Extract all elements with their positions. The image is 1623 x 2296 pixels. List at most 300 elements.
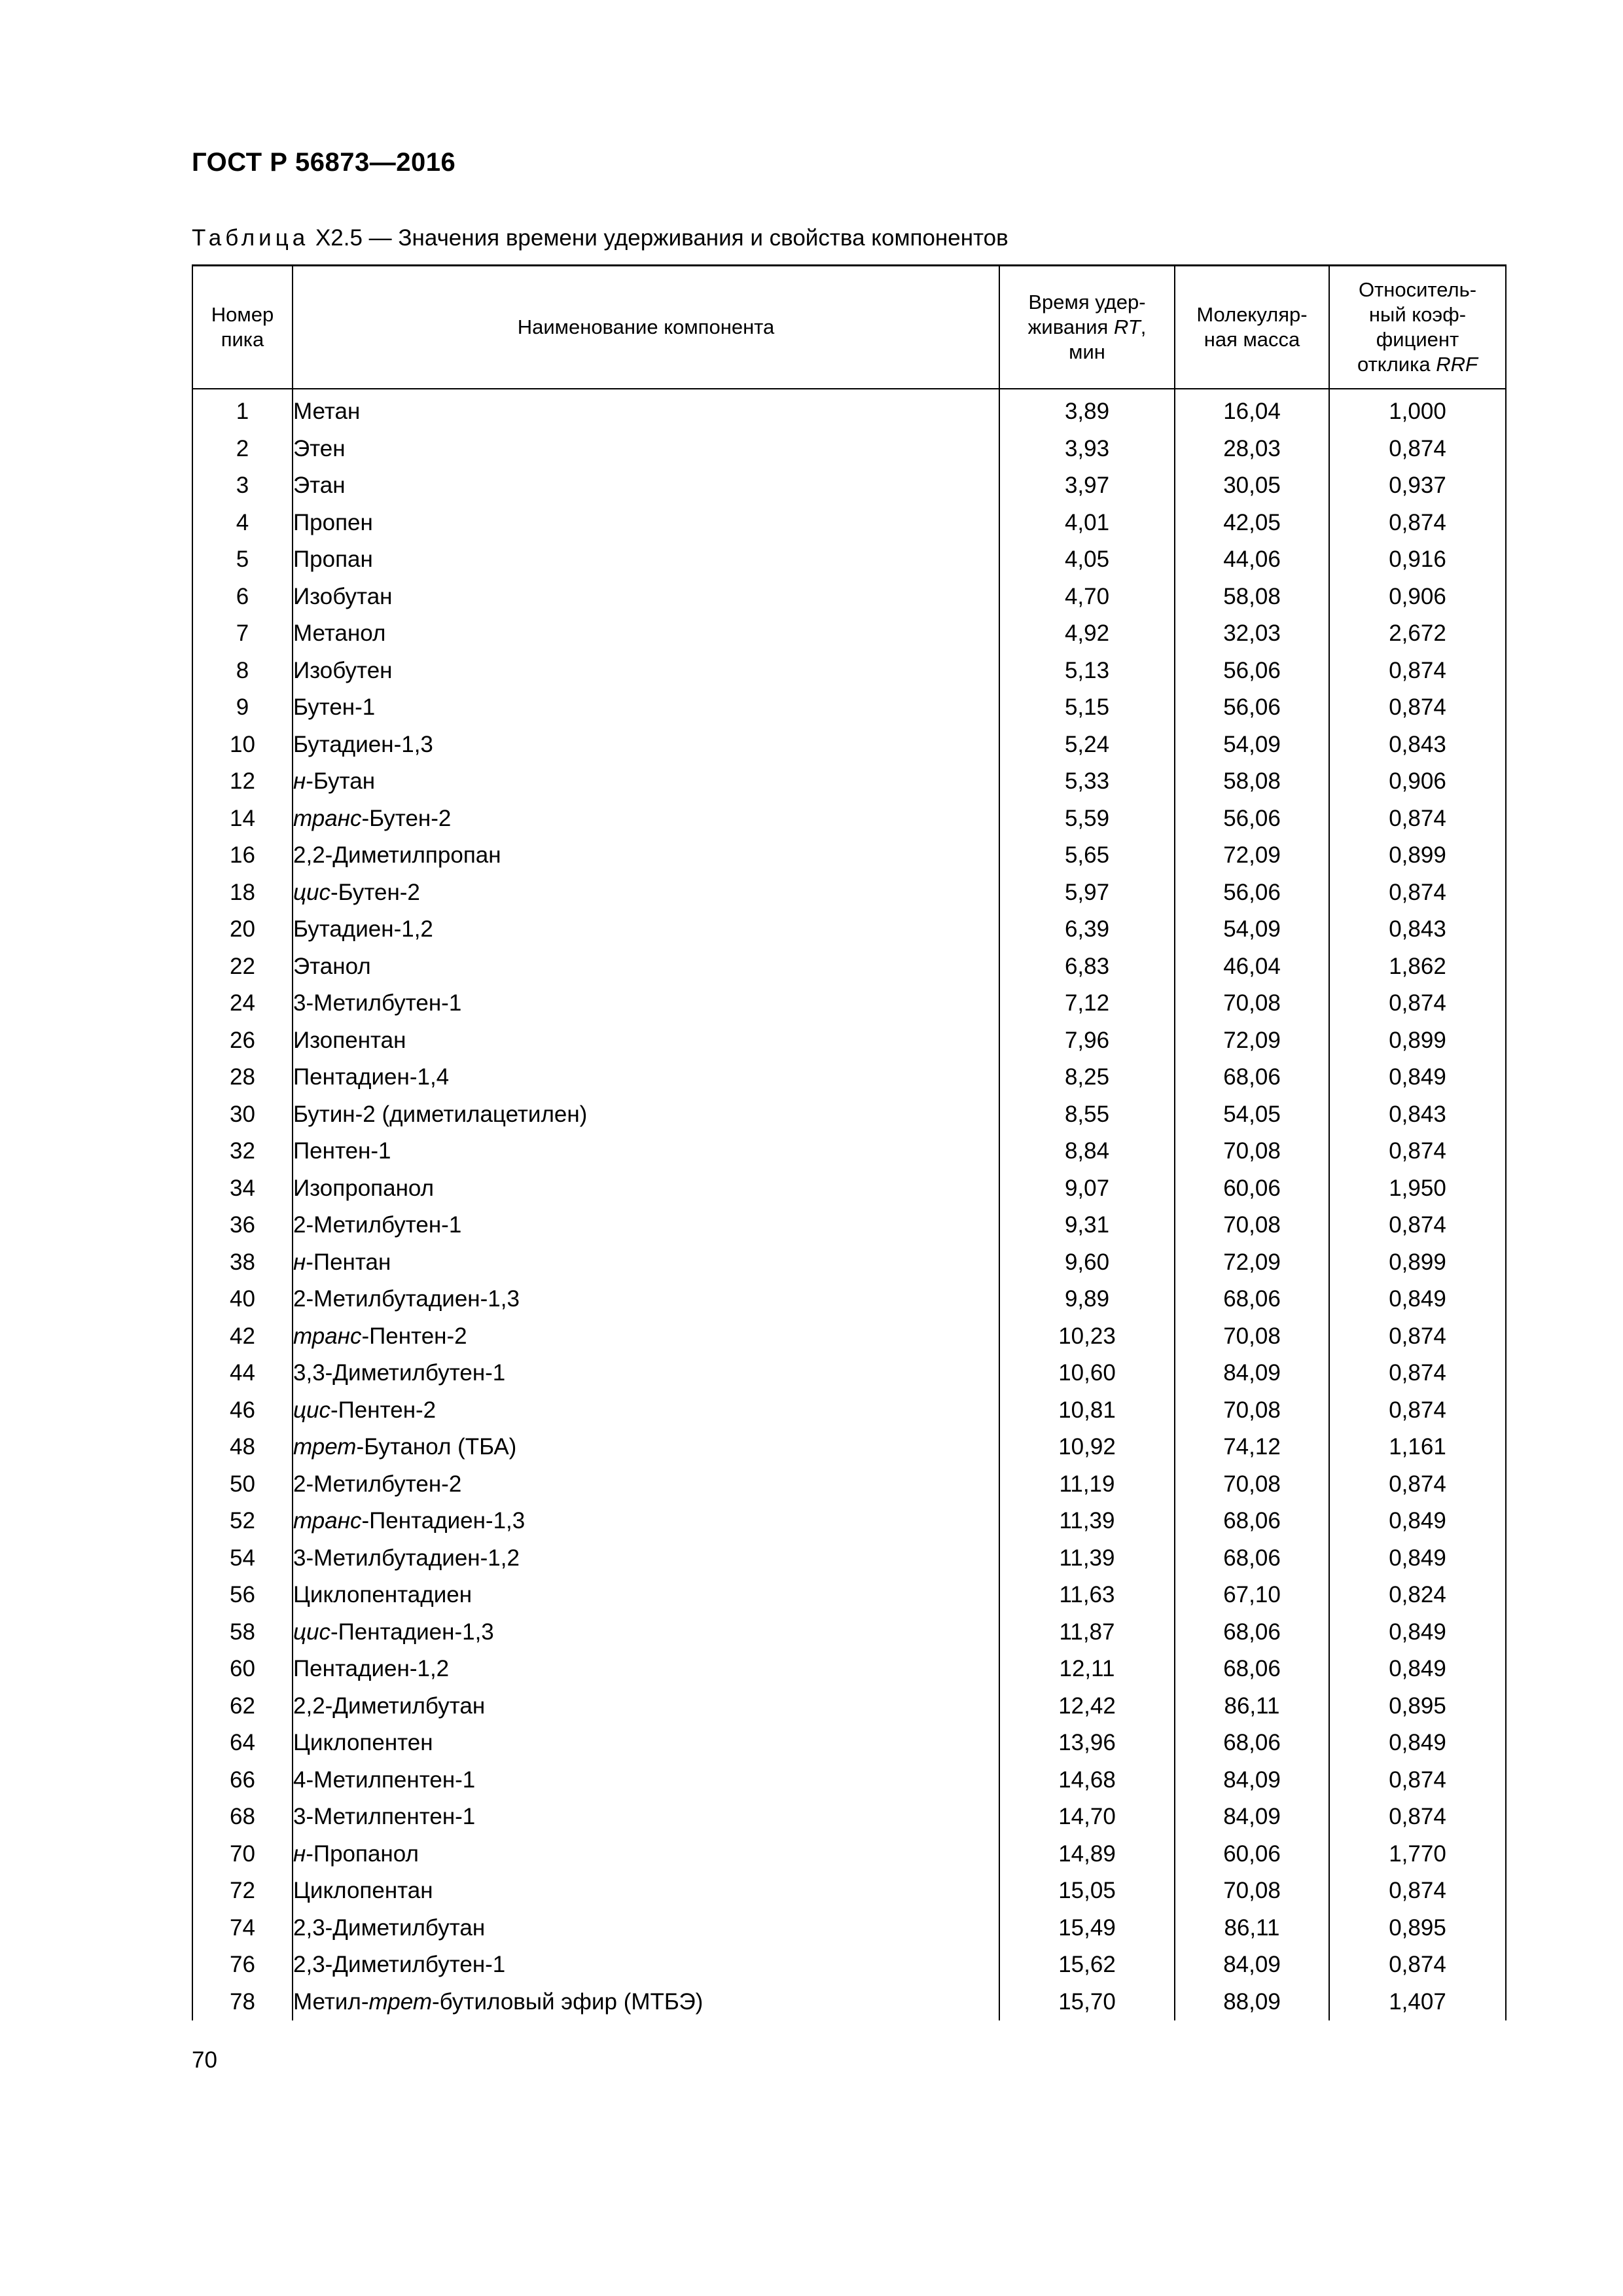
component-name-cell (293, 911, 999, 948)
component-name-cell (293, 726, 999, 764)
header-separator (192, 389, 1506, 393)
molecular-mass-cell: 54,05 (1175, 1096, 1329, 1134)
molecular-mass-cell: 84,09 (1175, 1762, 1329, 1799)
rrf-cell: 1,770 (1329, 1836, 1506, 1873)
molecular-mass-cell: 70,08 (1175, 1466, 1329, 1503)
component-name-cell (293, 985, 999, 1022)
retention-time-cell: 11,63 (999, 1577, 1175, 1614)
retention-time-cell: 9,60 (999, 1244, 1175, 1282)
rrf-cell: 0,849 (1329, 1281, 1506, 1318)
component-name-text: Пропан (293, 547, 373, 573)
component-name-cell (293, 800, 999, 838)
peak-number-cell: 34 (192, 1170, 293, 1208)
rrf-cell: 1,862 (1329, 948, 1506, 986)
molecular-mass-cell: 72,09 (1175, 837, 1329, 874)
rrf-cell: 1,000 (1329, 393, 1506, 431)
peak-number-cell: 76 (192, 1946, 293, 1984)
component-name-cell (293, 837, 999, 874)
peak-number-cell: 62 (192, 1688, 293, 1725)
component-name-cell (293, 1614, 999, 1651)
component-name-text: Пентадиен-1,2 (293, 1656, 450, 1682)
rrf-cell: 0,895 (1329, 1910, 1506, 1947)
table-row (192, 505, 1506, 542)
component-name-prefix: транс (293, 805, 362, 831)
peak-number-cell: 4 (192, 505, 293, 542)
component-name-prefix: трет (293, 1434, 357, 1460)
component-name-text: -Пропанол (306, 1840, 419, 1867)
table-row (192, 1244, 1506, 1282)
component-name-text: Пентен-1 (293, 1138, 391, 1164)
peak-number-cell: 74 (192, 1910, 293, 1947)
peak-number-cell: 56 (192, 1577, 293, 1614)
peak-number-cell: 12 (192, 763, 293, 800)
molecular-mass-cell: 68,06 (1175, 1651, 1329, 1688)
table-row (192, 1651, 1506, 1688)
retention-time-cell: 11,39 (999, 1503, 1175, 1540)
molecular-mass-cell: 86,11 (1175, 1910, 1329, 1947)
document-title: ГОСТ Р 56873—2016 (192, 148, 456, 177)
table-row (192, 1910, 1506, 1947)
component-name-text: 3-Метилпентен-1 (293, 1804, 476, 1830)
retention-time-cell: 10,92 (999, 1429, 1175, 1466)
molecular-mass-cell: 74,12 (1175, 1429, 1329, 1466)
rrf-cell: 0,874 (1329, 1466, 1506, 1503)
rrf-cell: 0,874 (1329, 1873, 1506, 1910)
component-name-text: Метил- (293, 1988, 369, 2015)
retention-time-cell: 10,23 (999, 1318, 1175, 1355)
rrf-cell: 0,874 (1329, 1207, 1506, 1244)
retention-time-cell: 3,93 (999, 431, 1175, 468)
component-name-cell (293, 1318, 999, 1355)
rrf-cell: 0,849 (1329, 1059, 1506, 1096)
retention-time-cell: 13,96 (999, 1725, 1175, 1762)
peak-number-cell: 46 (192, 1392, 293, 1429)
retention-time-cell: 6,39 (999, 911, 1175, 948)
molecular-mass-cell: 28,03 (1175, 431, 1329, 468)
peak-number-cell: 5 (192, 541, 293, 579)
peak-number-cell: 64 (192, 1725, 293, 1762)
header-peak-number: Номер пика (192, 266, 293, 389)
component-name-prefix: транс (293, 1508, 362, 1534)
component-name-text: Пентадиен-1,4 (293, 1064, 450, 1090)
peak-number-cell: 54 (192, 1540, 293, 1577)
component-name-text: Циклопентан (293, 1878, 433, 1904)
table-row (192, 985, 1506, 1022)
molecular-mass-cell: 70,08 (1175, 1207, 1329, 1244)
component-name-cell (293, 1022, 999, 1060)
retention-time-cell: 8,84 (999, 1133, 1175, 1170)
molecular-mass-cell: 68,06 (1175, 1540, 1329, 1577)
component-name-text: Изобутен (293, 657, 393, 683)
table-row (192, 726, 1506, 764)
component-name-text: 2-Метилбутен-2 (293, 1471, 462, 1497)
header-rrf: Относитель- ный коэф- фициент отклика RRF (1329, 266, 1506, 389)
retention-time-cell: 5,59 (999, 800, 1175, 838)
component-name-suffix: -бутиловый эфир (МТБЭ) (431, 1988, 704, 2015)
table-caption-text: X2.5 — Значения времени удерживания и свойства компонентов (309, 225, 1008, 251)
table-caption-prefix: Таблица (192, 225, 310, 251)
component-name-cell (293, 1392, 999, 1429)
retention-time-cell: 4,70 (999, 579, 1175, 616)
retention-time-cell: 11,39 (999, 1540, 1175, 1577)
peak-number-cell: 1 (192, 393, 293, 431)
peak-number-cell: 24 (192, 985, 293, 1022)
component-name-cell (293, 579, 999, 616)
molecular-mass-cell: 70,08 (1175, 1392, 1329, 1429)
component-name-cell (293, 874, 999, 912)
retention-time-cell: 9,89 (999, 1281, 1175, 1318)
rrf-cell: 0,937 (1329, 467, 1506, 505)
header-retention-time: Время удер- живания RT, мин (999, 266, 1175, 389)
peak-number-cell: 14 (192, 800, 293, 838)
rrf-cell: 0,874 (1329, 1318, 1506, 1355)
retention-time-cell: 10,60 (999, 1355, 1175, 1392)
component-name-cell (293, 1207, 999, 1244)
table-row (192, 874, 1506, 912)
component-name-cell (293, 1059, 999, 1096)
component-name-text: -Бутанол (ТБА) (356, 1434, 517, 1460)
table-row (192, 1133, 1506, 1170)
retention-time-cell: 9,07 (999, 1170, 1175, 1208)
component-name-text: Бутин-2 (диметилацетилен) (293, 1101, 588, 1127)
component-name-text: Пропен (293, 509, 373, 535)
peak-number-cell: 38 (192, 1244, 293, 1282)
peak-number-cell: 58 (192, 1614, 293, 1651)
retention-time-cell: 6,83 (999, 948, 1175, 986)
component-name-cell (293, 1651, 999, 1688)
component-name-text: Бутен-1 (293, 694, 376, 721)
peak-number-cell: 8 (192, 653, 293, 690)
component-name-cell (293, 1688, 999, 1725)
retention-time-cell: 12,11 (999, 1651, 1175, 1688)
rrf-cell: 0,874 (1329, 1133, 1506, 1170)
peak-number-cell: 70 (192, 1836, 293, 1873)
component-name-text: 2,2-Диметилпропан (293, 842, 501, 869)
table-row (192, 948, 1506, 986)
table-row (192, 911, 1506, 948)
molecular-mass-cell: 70,08 (1175, 1318, 1329, 1355)
molecular-mass-cell: 30,05 (1175, 467, 1329, 505)
retention-time-cell: 7,96 (999, 1022, 1175, 1060)
molecular-mass-cell: 44,06 (1175, 541, 1329, 579)
rrf-cell: 0,899 (1329, 1022, 1506, 1060)
molecular-mass-cell: 88,09 (1175, 1984, 1329, 2021)
rrf-cell: 0,843 (1329, 911, 1506, 948)
table-row (192, 1207, 1506, 1244)
molecular-mass-cell: 68,06 (1175, 1725, 1329, 1762)
rrf-cell: 0,849 (1329, 1725, 1506, 1762)
component-name-cell (293, 653, 999, 690)
component-name-text: -Бутан (306, 768, 376, 795)
peak-number-cell: 44 (192, 1355, 293, 1392)
rrf-cell: 0,874 (1329, 1762, 1506, 1799)
rrf-cell: 0,906 (1329, 763, 1506, 800)
retention-time-cell: 11,19 (999, 1466, 1175, 1503)
component-name-cell (293, 1984, 999, 2021)
table-row (192, 1466, 1506, 1503)
retention-time-cell: 10,81 (999, 1392, 1175, 1429)
component-name-text: Циклопентен (293, 1730, 433, 1756)
peak-number-cell: 9 (192, 689, 293, 726)
table-row (192, 1429, 1506, 1466)
retention-time-cell: 9,31 (999, 1207, 1175, 1244)
header-molecular-mass: Молекуляр- ная масса (1175, 266, 1329, 389)
component-name-cell (293, 1946, 999, 1984)
table-body (192, 393, 1506, 2020)
component-name-cell (293, 1244, 999, 1282)
peak-number-cell: 6 (192, 579, 293, 616)
peak-number-cell: 2 (192, 431, 293, 468)
table-row (192, 763, 1506, 800)
component-name-cell (293, 505, 999, 542)
table-row (192, 393, 1506, 431)
rrf-cell: 0,874 (1329, 1799, 1506, 1836)
component-name-prefix: н (293, 1840, 306, 1867)
component-name-text: Бутадиен-1,3 (293, 731, 433, 757)
table-row (192, 615, 1506, 653)
component-name-cell (293, 1762, 999, 1799)
component-name-cell (293, 1133, 999, 1170)
retention-time-cell: 5,24 (999, 726, 1175, 764)
molecular-mass-cell: 67,10 (1175, 1577, 1329, 1614)
rrf-cell: 1,950 (1329, 1170, 1506, 1208)
table-row (192, 1503, 1506, 1540)
molecular-mass-cell: 84,09 (1175, 1355, 1329, 1392)
component-name-text: 3,3-Диметилбутен-1 (293, 1360, 506, 1386)
table-row (192, 1799, 1506, 1836)
retention-time-cell: 3,97 (999, 467, 1175, 505)
rrf-cell: 0,899 (1329, 1244, 1506, 1282)
component-name-text: -Пентен-2 (361, 1323, 467, 1349)
component-name-text: 2,3-Диметилбутан (293, 1914, 486, 1941)
molecular-mass-cell: 16,04 (1175, 393, 1329, 431)
component-name-cell (293, 1281, 999, 1318)
component-name-cell (293, 1725, 999, 1762)
component-name-text: Бутадиен-1,2 (293, 916, 433, 942)
component-name-infix: трет (368, 1988, 432, 2015)
component-name-text: 3-Метилбутадиен-1,2 (293, 1545, 520, 1571)
table-header-row (192, 266, 1506, 389)
peak-number-cell: 7 (192, 615, 293, 653)
table-row (192, 1836, 1506, 1873)
rrf-cell: 0,849 (1329, 1540, 1506, 1577)
rrf-cell: 0,843 (1329, 1096, 1506, 1134)
retention-time-cell: 4,92 (999, 615, 1175, 653)
component-name-cell (293, 1910, 999, 1947)
table-row (192, 800, 1506, 838)
retention-time-cell: 8,55 (999, 1096, 1175, 1134)
rrf-cell: 0,824 (1329, 1577, 1506, 1614)
rrf-cell: 0,874 (1329, 1946, 1506, 1984)
table-row (192, 1688, 1506, 1725)
retention-time-cell: 15,62 (999, 1946, 1175, 1984)
peak-number-cell: 22 (192, 948, 293, 986)
molecular-mass-cell: 68,06 (1175, 1614, 1329, 1651)
peak-number-cell: 26 (192, 1022, 293, 1060)
table-row (192, 837, 1506, 874)
molecular-mass-cell: 56,06 (1175, 689, 1329, 726)
molecular-mass-cell: 68,06 (1175, 1281, 1329, 1318)
rrf-cell: 0,874 (1329, 874, 1506, 912)
component-name-cell (293, 1836, 999, 1873)
peak-number-cell: 68 (192, 1799, 293, 1836)
table-row (192, 1614, 1506, 1651)
table-row (192, 1392, 1506, 1429)
rrf-cell: 0,874 (1329, 985, 1506, 1022)
table-caption (192, 225, 1008, 251)
component-name-text: Изопропанол (293, 1175, 435, 1201)
rrf-cell: 0,874 (1329, 800, 1506, 838)
peak-number-cell: 78 (192, 1984, 293, 2021)
rrf-cell: 0,916 (1329, 541, 1506, 579)
retention-table (192, 264, 1507, 2020)
component-name-text: 2-Метилбутадиен-1,3 (293, 1286, 520, 1312)
table-row (192, 431, 1506, 468)
component-name-text: Этен (293, 435, 346, 461)
component-name-cell (293, 689, 999, 726)
table-row (192, 1059, 1506, 1096)
peak-number-cell: 28 (192, 1059, 293, 1096)
table-row (192, 467, 1506, 505)
retention-time-cell: 4,01 (999, 505, 1175, 542)
molecular-mass-cell: 32,03 (1175, 615, 1329, 653)
component-name-cell (293, 1540, 999, 1577)
component-name-cell (293, 1466, 999, 1503)
component-name-text: Метан (293, 399, 361, 425)
header-component-name: Наименование компонента (293, 266, 999, 389)
component-name-prefix: цис (293, 1397, 330, 1423)
component-name-text: Этанол (293, 953, 371, 979)
page-number: 70 (192, 2047, 217, 2073)
peak-number-cell: 18 (192, 874, 293, 912)
component-name-cell (293, 467, 999, 505)
table-row (192, 689, 1506, 726)
component-name-text: Циклопентадиен (293, 1582, 473, 1608)
molecular-mass-cell: 46,04 (1175, 948, 1329, 986)
component-name-cell (293, 431, 999, 468)
rrf-cell: 0,849 (1329, 1651, 1506, 1688)
rrf-cell: 0,849 (1329, 1503, 1506, 1540)
peak-number-cell: 52 (192, 1503, 293, 1540)
retention-time-cell: 14,70 (999, 1799, 1175, 1836)
component-name-prefix: н (293, 768, 306, 795)
table-row (192, 1318, 1506, 1355)
rrf-cell: 0,895 (1329, 1688, 1506, 1725)
molecular-mass-cell: 72,09 (1175, 1022, 1329, 1060)
retention-time-cell: 5,97 (999, 874, 1175, 912)
molecular-mass-cell: 42,05 (1175, 505, 1329, 542)
molecular-mass-cell: 70,08 (1175, 1133, 1329, 1170)
rrf-cell: 0,849 (1329, 1614, 1506, 1651)
component-name-cell (293, 615, 999, 653)
component-name-text: Метанол (293, 620, 386, 647)
rrf-cell: 0,906 (1329, 579, 1506, 616)
rrf-cell: 0,899 (1329, 837, 1506, 874)
peak-number-cell: 60 (192, 1651, 293, 1688)
component-name-text: -Пентадиен-1,3 (361, 1508, 526, 1534)
component-name-text: -Пентан (306, 1249, 391, 1275)
component-name-text: 2,2-Диметилбутан (293, 1693, 486, 1719)
table-row (192, 1022, 1506, 1060)
peak-number-cell: 48 (192, 1429, 293, 1466)
component-name-text: 3-Метилбутен-1 (293, 990, 462, 1016)
rrf-cell: 0,874 (1329, 1355, 1506, 1392)
retention-time-cell: 5,15 (999, 689, 1175, 726)
molecular-mass-cell: 70,08 (1175, 985, 1329, 1022)
peak-number-cell: 36 (192, 1207, 293, 1244)
component-name-cell (293, 1503, 999, 1540)
retention-time-cell: 5,13 (999, 653, 1175, 690)
retention-time-cell: 5,65 (999, 837, 1175, 874)
retention-time-cell: 4,05 (999, 541, 1175, 579)
component-name-cell (293, 763, 999, 800)
peak-number-cell: 66 (192, 1762, 293, 1799)
component-name-cell (293, 393, 999, 431)
rrf-cell: 0,874 (1329, 653, 1506, 690)
peak-number-cell: 3 (192, 467, 293, 505)
component-name-cell (293, 1355, 999, 1392)
component-name-prefix: цис (293, 1619, 330, 1645)
retention-time-cell: 14,89 (999, 1836, 1175, 1873)
component-name-text: 4-Метилпентен-1 (293, 1767, 476, 1793)
retention-time-cell: 8,25 (999, 1059, 1175, 1096)
peak-number-cell: 72 (192, 1873, 293, 1910)
peak-number-cell: 16 (192, 837, 293, 874)
component-name-text: Изопентан (293, 1027, 406, 1053)
component-name-text: Этан (293, 473, 346, 499)
molecular-mass-cell: 86,11 (1175, 1688, 1329, 1725)
rrf-cell: 1,161 (1329, 1429, 1506, 1466)
component-name-text: 2,3-Диметилбутен-1 (293, 1952, 506, 1978)
table-row (192, 1762, 1506, 1799)
table-row (192, 541, 1506, 579)
table-row (192, 1873, 1506, 1910)
molecular-mass-cell: 68,06 (1175, 1059, 1329, 1096)
molecular-mass-cell: 60,06 (1175, 1836, 1329, 1873)
rrf-cell: 0,843 (1329, 726, 1506, 764)
component-name-prefix: цис (293, 879, 330, 905)
table-row (192, 1355, 1506, 1392)
retention-time-cell: 5,33 (999, 763, 1175, 800)
molecular-mass-cell: 84,09 (1175, 1946, 1329, 1984)
molecular-mass-cell: 56,06 (1175, 874, 1329, 912)
peak-number-cell: 50 (192, 1466, 293, 1503)
table-row (192, 1170, 1506, 1208)
retention-time-cell: 11,87 (999, 1614, 1175, 1651)
component-name-cell (293, 1873, 999, 1910)
molecular-mass-cell: 54,09 (1175, 726, 1329, 764)
table-row (192, 1096, 1506, 1134)
retention-time-cell: 14,68 (999, 1762, 1175, 1799)
component-name-prefix: транс (293, 1323, 362, 1349)
component-name-cell (293, 1577, 999, 1614)
rrf-cell: 0,874 (1329, 1392, 1506, 1429)
retention-time-cell: 3,89 (999, 393, 1175, 431)
retention-time-cell: 15,05 (999, 1873, 1175, 1910)
molecular-mass-cell: 58,08 (1175, 763, 1329, 800)
table-row (192, 1984, 1506, 2021)
component-name-text: -Бутен-2 (361, 805, 452, 831)
table-row (192, 653, 1506, 690)
molecular-mass-cell: 58,08 (1175, 579, 1329, 616)
molecular-mass-cell: 54,09 (1175, 911, 1329, 948)
component-name-cell (293, 1429, 999, 1466)
component-name-text: -Пентадиен-1,3 (330, 1619, 494, 1645)
component-name-cell (293, 1096, 999, 1134)
retention-time-cell: 12,42 (999, 1688, 1175, 1725)
table-row (192, 1540, 1506, 1577)
rrf-cell: 0,874 (1329, 689, 1506, 726)
